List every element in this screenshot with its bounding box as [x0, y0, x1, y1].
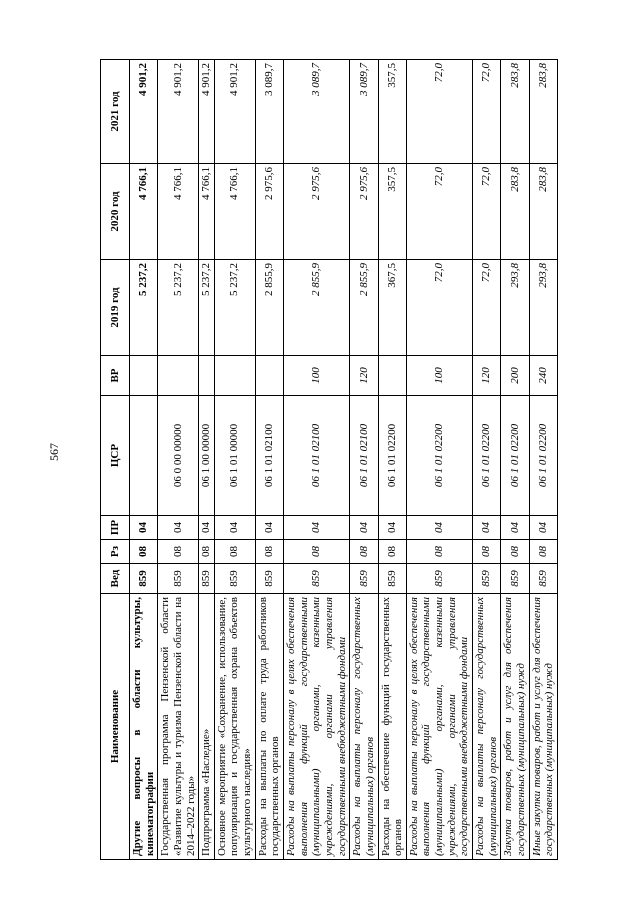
row-value-2021: 283,8 [529, 60, 557, 164]
table-row [501, 60, 529, 860]
header-pr: ПР [101, 516, 130, 540]
row-vr [214, 356, 255, 396]
table-row [350, 60, 378, 860]
row-ved: 859 [199, 564, 215, 594]
row-value-2019: 293,8 [501, 260, 529, 356]
row-value-2020: 283,8 [501, 164, 529, 260]
table-row [130, 60, 158, 860]
header-2021: 2021 год [101, 60, 130, 164]
table-row [529, 60, 557, 860]
row-value-2019: 2 855,9 [350, 260, 378, 356]
row-csr: 06 1 01 02100 [284, 396, 350, 516]
row-pr: 04 [378, 516, 406, 540]
row-pr: 04 [529, 516, 557, 540]
row-name: Подпрограмма «Наследие» [199, 594, 215, 860]
budget-table [100, 59, 558, 860]
row-csr: 06 1 01 02100 [350, 396, 378, 516]
row-name: Другие вопросы в области культуры, кинематографии [130, 594, 158, 860]
row-ved: 859 [350, 564, 378, 594]
row-value-2020: 4 766,1 [214, 164, 255, 260]
row-pr: 04 [350, 516, 378, 540]
row-rz: 08 [473, 540, 501, 564]
row-value-2021: 3 089,7 [284, 60, 350, 164]
table-row [284, 60, 350, 860]
row-name: Расходы на выплаты персоналу в целях обеспечения выполнения функций государственными (муниципальными) органами, казенными учреждениями, органами управления государственными внебюджетными фондами [406, 594, 472, 860]
header-ved: Вед [101, 564, 130, 594]
row-value-2021: 72,0 [406, 60, 472, 164]
row-ved: 859 [501, 564, 529, 594]
row-value-2020: 2 975,6 [350, 164, 378, 260]
row-vr: 200 [501, 356, 529, 396]
row-value-2021: 4 901,2 [214, 60, 255, 164]
row-pr: 04 [473, 516, 501, 540]
row-value-2019: 293,8 [529, 260, 557, 356]
row-value-2020: 283,8 [529, 164, 557, 260]
row-vr: 240 [529, 356, 557, 396]
header-2019: 2019 год [101, 260, 130, 356]
row-vr [255, 356, 283, 396]
row-rz: 08 [350, 540, 378, 564]
table-row [158, 60, 199, 860]
row-name: Государственная программа Пензенской области «Развитие культуры и туризма Пензенской области на 2014–2022 годы» [158, 594, 199, 860]
row-vr [378, 356, 406, 396]
row-ved: 859 [130, 564, 158, 594]
table-row [214, 60, 255, 860]
row-csr: 06 1 01 00000 [214, 396, 255, 516]
row-ved: 859 [529, 564, 557, 594]
table-body [130, 60, 558, 860]
row-pr: 04 [199, 516, 215, 540]
row-rz: 08 [214, 540, 255, 564]
row-value-2019: 2 855,9 [284, 260, 350, 356]
table-row [378, 60, 406, 860]
row-ved: 859 [214, 564, 255, 594]
row-value-2020: 2 975,6 [284, 164, 350, 260]
row-value-2020: 4 766,1 [130, 164, 158, 260]
row-value-2021: 283,8 [501, 60, 529, 164]
row-vr [199, 356, 215, 396]
row-ved: 859 [473, 564, 501, 594]
row-ved: 859 [255, 564, 283, 594]
row-value-2019: 5 237,2 [214, 260, 255, 356]
row-value-2021: 3 089,7 [350, 60, 378, 164]
row-value-2020: 2 975,6 [255, 164, 283, 260]
row-value-2019: 72,0 [406, 260, 472, 356]
header-row [101, 60, 130, 860]
row-rz: 08 [406, 540, 472, 564]
row-csr: 06 1 00 00000 [199, 396, 215, 516]
row-name: Расходы на выплаты персоналу государственных (муниципальных) органов [350, 594, 378, 860]
row-rz: 08 [199, 540, 215, 564]
row-name: Закупка товаров, работ и услуг для обеспечения государственных (муниципальных) нужд [501, 594, 529, 860]
row-value-2019: 72,0 [473, 260, 501, 356]
header-rz: Рз [101, 540, 130, 564]
row-pr: 04 [158, 516, 199, 540]
row-pr: 04 [406, 516, 472, 540]
row-value-2020: 72,0 [473, 164, 501, 260]
row-value-2019: 5 237,2 [158, 260, 199, 356]
row-rz: 08 [284, 540, 350, 564]
row-vr: 120 [473, 356, 501, 396]
row-vr: 120 [350, 356, 378, 396]
row-csr: 06 1 01 02200 [501, 396, 529, 516]
table-row [199, 60, 215, 860]
row-rz: 08 [378, 540, 406, 564]
row-vr: 100 [284, 356, 350, 396]
row-csr: 06 1 01 02200 [529, 396, 557, 516]
header-vr: ВР [101, 356, 130, 396]
row-name: Иные закупки товаров, работ и услуг для обеспечения государственных (муниципальных) нужд [529, 594, 557, 860]
table-row [255, 60, 283, 860]
row-value-2019: 5 237,2 [199, 260, 215, 356]
row-value-2021: 72,0 [473, 60, 501, 164]
table-row [473, 60, 501, 860]
row-csr: 06 1 01 02100 [255, 396, 283, 516]
row-csr: 06 1 01 02200 [378, 396, 406, 516]
row-ved: 859 [406, 564, 472, 594]
row-value-2021: 4 901,2 [130, 60, 158, 164]
row-name: Расходы на обеспечение функций государственных органов [378, 594, 406, 860]
row-csr: 06 0 00 00000 [158, 396, 199, 516]
header-csr: ЦСР [101, 396, 130, 516]
row-rz: 08 [255, 540, 283, 564]
row-value-2020: 4 766,1 [199, 164, 215, 260]
row-rz: 08 [501, 540, 529, 564]
row-value-2020: 72,0 [406, 164, 472, 260]
row-value-2019: 367,5 [378, 260, 406, 356]
row-csr: 06 1 01 02200 [473, 396, 501, 516]
row-pr: 04 [214, 516, 255, 540]
row-ved: 859 [284, 564, 350, 594]
row-ved: 859 [158, 564, 199, 594]
table-row [406, 60, 472, 860]
rotated-table-container [100, 60, 610, 860]
row-vr: 100 [406, 356, 472, 396]
row-pr: 04 [255, 516, 283, 540]
row-csr [130, 396, 158, 516]
row-name: Расходы на выплаты персоналу в целях обеспечения выполнения функций государственными (муниципальными) органами, казенными учреждениями, органами управления государственными внебюджетными фондами [284, 594, 350, 860]
row-value-2020: 4 766,1 [158, 164, 199, 260]
page-number: 567 [47, 443, 61, 461]
row-name: Расходы на выплаты по оплате труда работников государственных органов [255, 594, 283, 860]
row-rz: 08 [529, 540, 557, 564]
row-pr: 04 [130, 516, 158, 540]
row-pr: 04 [501, 516, 529, 540]
header-2020: 2020 год [101, 164, 130, 260]
row-value-2021: 357,5 [378, 60, 406, 164]
header-name: Наименование [101, 594, 130, 860]
row-ved: 859 [378, 564, 406, 594]
row-rz: 08 [130, 540, 158, 564]
row-vr [158, 356, 199, 396]
row-vr [130, 356, 158, 396]
row-pr: 04 [284, 516, 350, 540]
row-value-2019: 2 855,9 [255, 260, 283, 356]
row-rz: 08 [158, 540, 199, 564]
row-value-2021: 4 901,2 [158, 60, 199, 164]
row-value-2019: 5 237,2 [130, 260, 158, 356]
row-csr: 06 1 01 02200 [406, 396, 472, 516]
row-name: Основное мероприятие «Сохранение, использование, популяризация и государственная охрана объектов культурного наследия» [214, 594, 255, 860]
row-value-2021: 4 901,2 [199, 60, 215, 164]
row-value-2020: 357,5 [378, 164, 406, 260]
row-value-2021: 3 089,7 [255, 60, 283, 164]
row-name: Расходы на выплаты персоналу государственных (муниципальных) органов [473, 594, 501, 860]
